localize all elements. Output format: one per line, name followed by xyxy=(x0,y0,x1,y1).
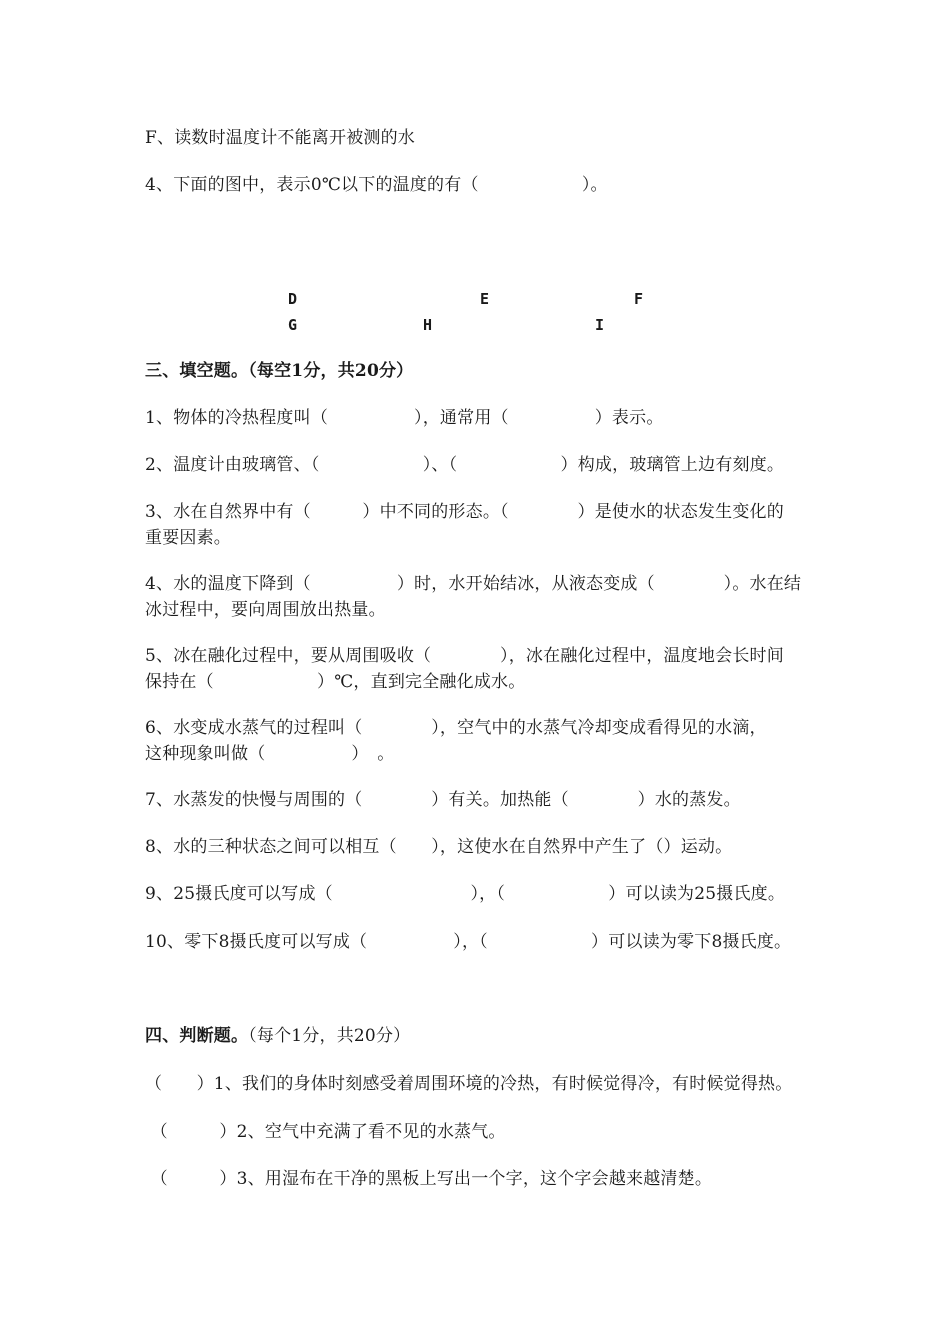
fill-question-1: 1、物体的冷热程度叫（ ），通常用（ ）表示。 xyxy=(145,408,664,428)
fill-question-10: 10、零下8摄氏度可以写成（ ），（ ）可以读为零下8摄氏度。 xyxy=(145,932,792,952)
fill-question-4-line-1: 4、水的温度下降到（ ）时，水开始结冰，从液态变成（ ）。水在结 xyxy=(145,574,802,594)
figure-label-i: I xyxy=(595,316,605,334)
fill-question-9: 9、25摄氏度可以写成（ ），（ ）可以读为25摄氏度。 xyxy=(145,884,786,904)
section-4-note: （每个1分，共20分） xyxy=(248,1026,411,1046)
section-4-title xyxy=(145,1023,410,1049)
figure-label-e: E xyxy=(480,290,490,308)
fill-question-4-line-2: 冰过程中，要向周围放出热量。 xyxy=(145,600,386,620)
judge-question-1: （ ）1、我们的身体时刻感受着周围环境的冷热，有时候觉得冷，有时候觉得热。 xyxy=(145,1074,793,1094)
figure-label-f: F xyxy=(634,290,644,308)
judge-question-2: （ ）2、空气中充满了看不见的水蒸气。 xyxy=(145,1122,506,1142)
fill-question-6-line-2: 这种现象叫做（ ） 。 xyxy=(145,744,395,764)
fill-question-2: 2、温度计由玻璃管、（ ）、（ ）构成，玻璃管上边有刻度。 xyxy=(145,455,785,475)
fill-question-8: 8、水的三种状态之间可以相互（ ），这使水在自然界中产生了（）运动。 xyxy=(145,837,733,857)
option-f: F、读数时温度计不能离开被测的水 xyxy=(145,128,415,148)
fill-question-5-line-1: 5、冰在融化过程中，要从周围吸收（ ），冰在融化过程中，温度地会长时间 xyxy=(145,646,784,666)
figure-label-d: D xyxy=(288,290,298,308)
fill-question-3-line-1: 3、水在自然界中有（ ）中不同的形态。（ ）是使水的状态发生变化的 xyxy=(145,502,784,522)
question-2-4: 4、下面的图中，表示0℃以下的温度的有（ ）。 xyxy=(145,175,608,195)
section-3-title: 三、填空题。（每空1分，共20分） xyxy=(145,361,414,381)
figure-label-g: G xyxy=(288,316,298,334)
fill-question-5-line-2: 保持在（ ）℃，直到完全融化成水。 xyxy=(145,672,526,692)
figure-label-h: H xyxy=(423,316,433,334)
judge-question-3: （ ）3、用湿布在干净的黑板上写出一个字，这个字会越来越清楚。 xyxy=(145,1169,713,1189)
fill-question-7: 7、水蒸发的快慢与周围的（ ）有关。加热能（ ）水的蒸发。 xyxy=(145,790,741,810)
fill-question-3-line-2: 重要因素。 xyxy=(145,528,231,548)
section-4-title-text: 四、判断题。 xyxy=(145,1026,249,1046)
fill-question-6-line-1: 6、水变成水蒸气的过程叫（ ），空气中的水蒸气冷却变成看得见的水滴， xyxy=(145,718,767,738)
